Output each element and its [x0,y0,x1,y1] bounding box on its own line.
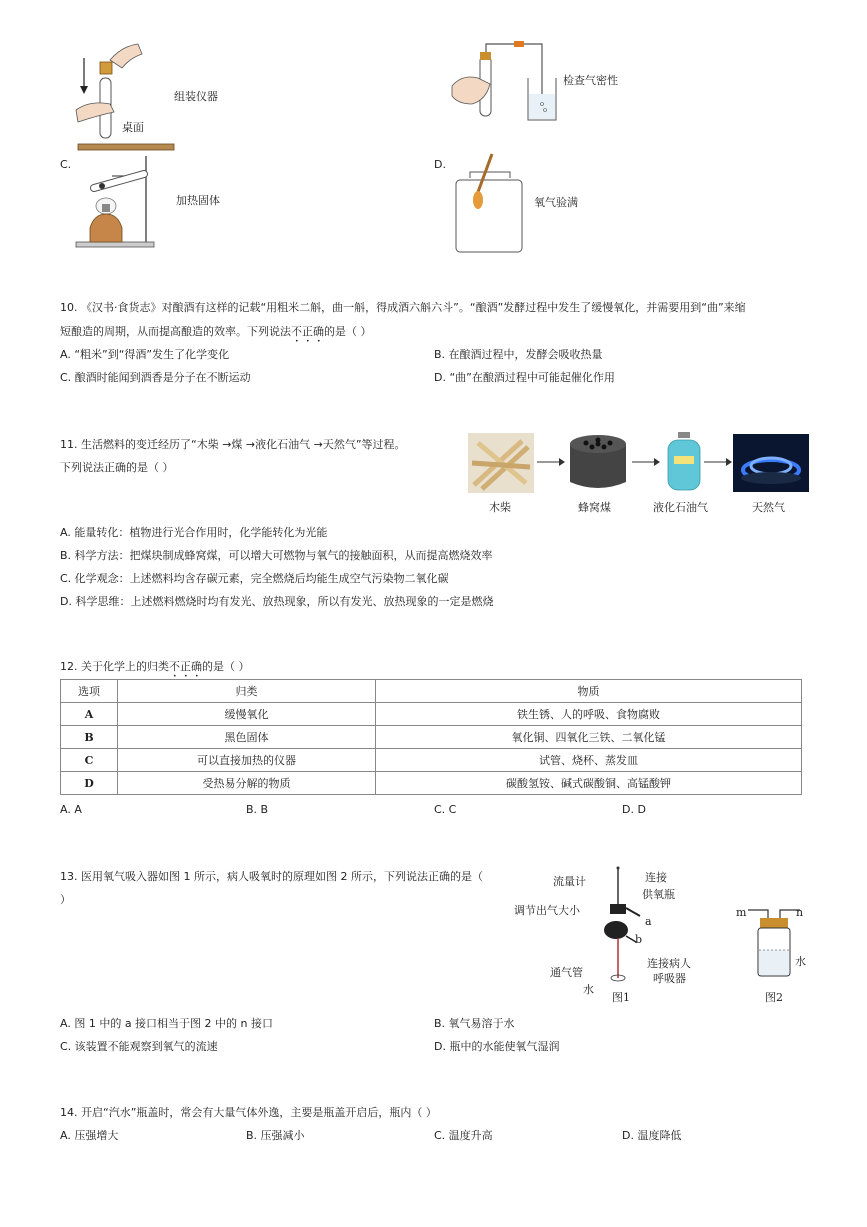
q12-option-d[interactable]: D. D [622,803,646,816]
firewood-image [468,433,534,493]
q10-option-d[interactable]: D. “曲”在酿酒过程中可能起催化作用 [434,371,615,384]
label-port-m: m [736,906,747,919]
emphasis-not-correct: 不正确 [169,660,202,673]
question-10-line2: 短酿造的周期，从而提高酿造的效率。下列说法不正确的是（ ） [60,325,372,338]
figure-a-label: 组装仪器 [174,90,218,103]
q14-option-a[interactable]: A. 压强增大 [60,1129,119,1142]
question-11-line1: 11. 生活燃料的变迁经历了“木柴 →煤 →液化石油气 →天然气”等过程。 [60,438,406,451]
q11-option-d[interactable]: D. 科学思维：上述燃料燃烧时均有发光、放热现象，所以有发光、放热现象的一定是燃烧 [60,595,494,608]
q12-option-b[interactable]: B. B [246,803,269,816]
question-13-line1: 13. 医用氧气吸入器如图 1 所示，病人吸氧时的原理如图 2 所示，下列说法正确的是（ [60,870,483,883]
q10-option-a[interactable]: A. “粗米”到“得酒”发生了化学变化 [60,348,230,361]
label-vent-tube: 通气管 [550,966,583,979]
arrow-icon [537,456,565,468]
figure-b-label: 检查气密性 [563,74,618,87]
header-category: 归类 [118,680,376,703]
caption-lpg: 液化石油气 [653,501,708,514]
figure-oxygen-full-test [452,152,532,254]
table-row: C 可以直接加热的仪器 试管、烧杯、蒸发皿 [61,749,802,772]
question-14-stem: 14. 开启“汽水”瓶盖时，常会有大量气体外逸，主要是瓶盖开启后，瓶内（ ） [60,1106,437,1119]
caption-natural-gas: 天然气 [752,501,785,514]
q14-option-d[interactable]: D. 温度降低 [622,1129,682,1142]
q12-option-c[interactable]: C. C [434,803,457,816]
honeycomb-briquette-image [566,432,630,492]
table-row: B 黑色固体 氧化铜、四氧化三铁、二氧化锰 [61,726,802,749]
label-flowmeter: 流量计 [553,875,586,888]
classification-table [60,679,802,795]
q11-option-a[interactable]: A. 能量转化：植物进行光合作用时，化学能转化为光能 [60,526,328,539]
question-13-line2: ） [60,893,71,906]
label-adjust-flow: 调节出气大小 [514,904,580,917]
q10-option-c[interactable]: C. 酿酒时能闻到酒香是分子在不断运动 [60,371,251,384]
table-row: A 缓慢氧化 铁生锈、人的呼吸、食物腐败 [61,703,802,726]
option-c-letter: C. [60,158,72,171]
label-port-b: b [635,933,643,946]
q14-option-c[interactable]: C. 温度升高 [434,1129,493,1142]
label-patient-line1: 连接病人 [647,957,691,970]
label-connect-line1: 连接 [645,871,667,884]
q13-option-c[interactable]: C. 该装置不能观察到氧气的流速 [60,1040,218,1053]
arrow-icon: → [222,438,232,451]
label-figure-2: 图2 [765,991,783,1004]
figure-d-label: 氧气验满 [534,196,578,209]
figure-heat-solid [72,152,172,250]
label-figure-1: 图1 [612,991,630,1004]
question-12-stem: 12. 关于化学上的归类不正确的是（ ） [60,660,250,673]
label-port-n: n [796,906,804,919]
emphasis-not-correct: 不正确 [291,325,324,338]
q11-option-b[interactable]: B. 科学方法：把煤块制成蜂窝煤，可以增大可燃物与氧气的接触面积，从而提高燃烧效率 [60,549,493,562]
label-connect-line2: 供氧瓶 [642,888,675,901]
header-substance: 物质 [376,680,802,703]
q13-option-b[interactable]: B. 氧气易溶于水 [434,1017,515,1030]
option-d-letter: D. [434,158,446,171]
question-11-line2: 下列说法正确的是（ ） [60,461,174,474]
figure-a-sublabel: 桌面 [122,121,144,134]
question-10-line1: 10. 《汉书·食货志》对酿酒有这样的记载“用粗米二斛，曲一斛，得成酒六斛六斗”。“酿酒”发酵过程中发生了缓慢氧化，并需要用到“曲”来缩 [60,301,746,314]
q12-option-a[interactable]: A. A [60,803,82,816]
label-water-2: 水 [795,955,806,968]
figure-check-airtightness [450,38,570,124]
q11-option-c[interactable]: C. 化学观念：上述燃料均含存碳元素，完全燃烧后均能生成空气污染物二氧化碳 [60,572,449,585]
question-10-stem [60,297,810,345]
arrow-icon: → [245,438,256,451]
arrow-icon [704,456,732,468]
label-port-a: a [645,915,652,928]
figure-assemble-apparatus [70,38,180,156]
q13-option-d[interactable]: D. 瓶中的水能使氧气湿润 [434,1040,560,1053]
arrow-icon: → [313,438,323,451]
label-water-1: 水 [583,983,594,996]
table-row: D 受热易分解的物质 碳酸氢铵、碱式碳酸铜、高锰酸钾 [61,772,802,795]
table-header-row [61,680,802,703]
q10-option-b[interactable]: B. 在酿酒过程中，发酵会吸收热量 [434,348,603,361]
figure-c-label: 加热固体 [176,194,220,207]
oxygen-inhaler-figure-1 [596,866,646,984]
natural-gas-flame-image [733,434,809,492]
label-patient-line2: 呼吸器 [653,972,686,985]
q13-option-a[interactable]: A. 图 1 中的 a 接口相当于图 2 中的 n 接口 [60,1017,274,1030]
header-option: 选项 [61,680,118,703]
caption-briquette: 蜂窝煤 [578,501,611,514]
caption-firewood: 木柴 [489,501,511,514]
arrow-icon [632,456,660,468]
q14-option-b[interactable]: B. 压强减小 [246,1129,305,1142]
lpg-cylinder-image [664,432,704,492]
